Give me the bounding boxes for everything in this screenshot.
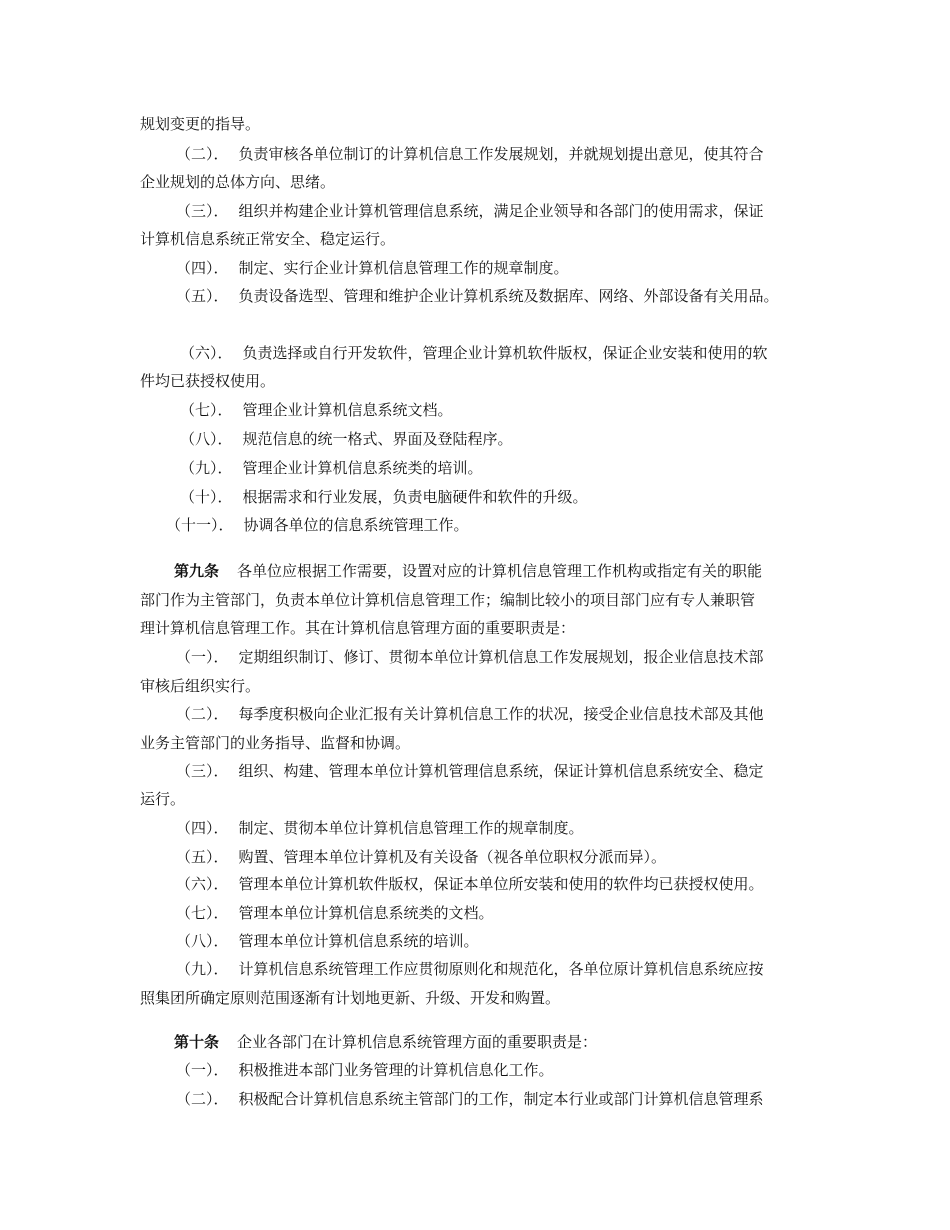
text-line: 部门作为主管部门，负责本单位计算机信息管理工作；编制比较小的项目部门应有专人兼职管 (140, 591, 756, 609)
list-item: （十）． 根据需求和行业发展，负责电脑硬件和软件的升级。 (180, 488, 588, 506)
list-item: （九）． 计算机信息系统管理工作应贯彻原则化和规范化，各单位原计算机信息系统应按 (176, 960, 764, 978)
list-item: （八）． 规范信息的统一格式、界面及登陆程序。 (180, 430, 513, 448)
list-item: （七）． 管理本单位计算机信息系统类的文档。 (176, 904, 494, 922)
list-item: （四）． 制定、实行企业计算机信息管理工作的规章制度。 (176, 259, 569, 277)
text-line: 规划变更的指导。 (140, 115, 261, 133)
list-item: （十一）． 协调各单位的信息系统管理工作。 (166, 516, 469, 534)
list-item: （八）． 管理本单位计算机信息系统的培训。 (176, 932, 479, 950)
list-item: （二）． 负责审核各单位制订的计算机信息工作发展规划，并就规划提出意见，使其符合 (176, 145, 764, 163)
list-item: （六）． 管理本单位计算机软件版权，保证本单位所安装和使用的软件均已获授权使用。 (176, 875, 764, 893)
text-line: 企业规划的总体方向、思绪。 (140, 173, 336, 191)
article-number: 第十条 (174, 1033, 220, 1051)
list-item: （九）． 管理企业计算机信息系统类的培训。 (180, 459, 483, 477)
article-number: 第九条 (174, 562, 220, 580)
text-line: 运行。 (140, 790, 186, 808)
list-item: （四）． 制定、贯彻本单位计算机信息管理工作的规章制度。 (176, 819, 584, 837)
article-heading-line: 第九条 各单位应根据工作需要，设置对应的计算机信息管理工作机构或指定有关的职能 (174, 562, 763, 580)
list-item: （一）． 定期组织制订、修订、贯彻本单位计算机信息工作发展规划，报企业信息技术部 (176, 648, 764, 666)
list-item: （二）． 每季度积极向企业汇报有关计算机信息工作的状况，接受企业信息技术部及其他 (176, 705, 764, 723)
text-line: 件均已获授权使用。 (140, 372, 276, 390)
article-heading-line: 第十条 企业各部门在计算机信息系统管理方面的重要职责是： (174, 1033, 598, 1051)
text-line: 照集团所确定原则范围逐渐有计划地更新、升级、开发和购置。 (140, 989, 561, 1007)
text-line: 计算机信息系统正常安全、稳定运行。 (140, 230, 396, 248)
list-item: （二）． 积极配合计算机信息系统主管部门的工作，制定本行业或部门计算机信息管理系 (176, 1090, 764, 1108)
text-line: 理计算机信息管理工作。其在计算机信息管理方面的重要职责是： (140, 619, 576, 637)
text-line: 审核后组织实行。 (140, 677, 261, 695)
list-item: （三）． 组织并构建企业计算机管理信息系统，满足企业领导和各部门的使用需求，保证 (176, 202, 764, 220)
list-item: （五）． 负责设备选型、管理和维护企业计算机系统及数据库、网络、外部设备有关用品。 (176, 287, 779, 305)
text-line: 业务主管部门的业务指导、监督和协调。 (140, 734, 411, 752)
list-item: （三）． 组织、构建、管理本单位计算机管理信息系统，保证计算机信息系统安全、稳定 (176, 762, 764, 780)
list-item: （六）． 负责选择或自行开发软件，管理企业计算机软件版权，保证企业安装和使用的软 (180, 344, 768, 362)
list-item: （七）． 管理企业计算机信息系统文档。 (180, 401, 453, 419)
list-item: （一）． 积极推进本部门业务管理的计算机信息化工作。 (176, 1061, 554, 1079)
list-item: （五）． 购置、管理本单位计算机及有关设备（视各单位职权分派而异）。 (176, 848, 667, 866)
